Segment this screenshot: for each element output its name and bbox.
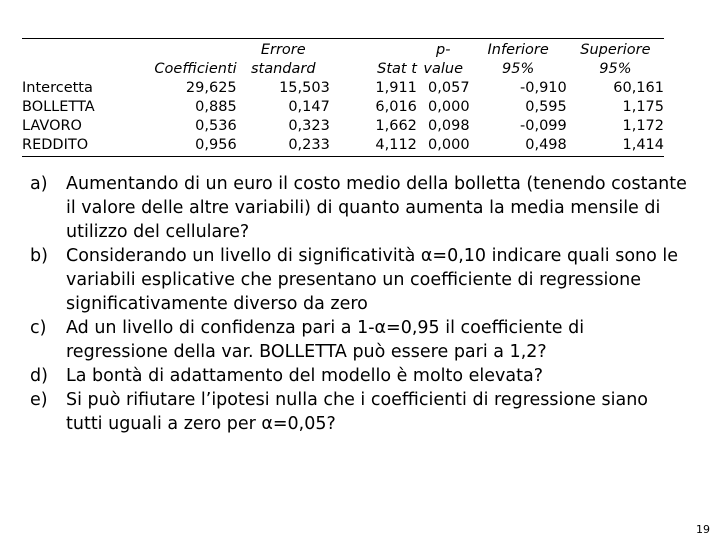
question-text: Aumentando di un euro il costo medio della bolletta (tenendo costante il valore delle altre variabili) di quanto aumenta la media mensile di utilizzo del cellulare? <box>66 174 687 242</box>
question-text: Ad un livello di confidenza pari a 1-α=0,95 il coefficiente di regressione della var. BOLLETTA può essere pari a 1,2? <box>66 318 585 362</box>
question-label: d) <box>30 366 48 386</box>
row-label: BOLLETTA <box>22 99 95 115</box>
header-coefficients: Coefficienti <box>154 61 237 77</box>
header-p-value: p- value <box>423 42 464 77</box>
cell-coefficient: 29,625 <box>185 80 237 96</box>
regression-output-table <box>22 38 664 157</box>
question-item <box>30 172 690 244</box>
cell-lower-95: 0,595 <box>525 99 567 115</box>
row-label: Intercetta <box>22 80 93 96</box>
question-text: Si può rifiutare l’ipotesi nulla che i coefficienti di regressione siano tutti uguali a zero per α=0,05? <box>66 390 648 434</box>
question-label: c) <box>30 318 47 338</box>
question-item <box>30 244 690 316</box>
page-number: 19 <box>696 523 710 536</box>
cell-p-value: 0,000 <box>417 136 470 157</box>
question-label: b) <box>30 246 48 266</box>
question-label: e) <box>30 390 48 410</box>
cell-t-stat: 6,016 <box>375 99 417 115</box>
table-row <box>22 117 664 136</box>
cell-standard-error: 0,233 <box>237 136 330 157</box>
cell-standard-error: 15,503 <box>279 80 330 96</box>
cell-t-stat: 1,662 <box>375 118 417 134</box>
cell-lower-95: 0,498 <box>470 136 567 157</box>
header-variable <box>22 39 121 79</box>
question-item <box>30 364 690 388</box>
cell-lower-95: -0,910 <box>520 80 567 96</box>
question-text: Considerando un livello di significatività α=0,10 indicare quali sono le variabili esplicative che presentano un coefficiente di regressione significativamente diverso da zero <box>66 246 679 314</box>
cell-p-value: 0,057 <box>428 80 470 96</box>
cell-p-value: 0,000 <box>428 99 470 115</box>
cell-coefficient: 0,956 <box>121 136 236 157</box>
table-row <box>22 136 664 157</box>
table-row <box>22 98 664 117</box>
table-header-row <box>22 39 664 79</box>
cell-upper-95: 60,161 <box>613 80 664 96</box>
question-text: La bontà di adattamento del modello è molto elevata? <box>66 366 544 386</box>
cell-upper-95: 1,414 <box>567 136 664 157</box>
question-label: a) <box>30 174 48 194</box>
cell-standard-error: 0,147 <box>288 99 330 115</box>
cell-p-value: 0,098 <box>428 118 470 134</box>
cell-t-stat: 4,112 <box>330 136 417 157</box>
header-upper-95: Superiore 95% <box>580 42 651 77</box>
cell-standard-error: 0,323 <box>288 118 330 134</box>
cell-coefficient: 0,536 <box>195 118 237 134</box>
cell-lower-95: -0,099 <box>520 118 567 134</box>
header-lower-95: Inferiore 95% <box>487 42 549 77</box>
cell-t-stat: 1,911 <box>375 80 417 96</box>
table-row <box>22 79 664 98</box>
row-label: REDDITO <box>22 136 121 157</box>
header-standard-error: Errore standard <box>250 42 316 77</box>
cell-upper-95: 1,175 <box>622 99 664 115</box>
header-t-stat: Stat t <box>377 61 417 77</box>
question-item <box>30 316 690 364</box>
cell-upper-95: 1,172 <box>622 118 664 134</box>
question-item <box>30 388 690 436</box>
cell-coefficient: 0,885 <box>195 99 237 115</box>
regression-output-table-wrapper <box>22 38 664 157</box>
questions-list <box>30 172 690 436</box>
row-label: LAVORO <box>22 118 82 134</box>
